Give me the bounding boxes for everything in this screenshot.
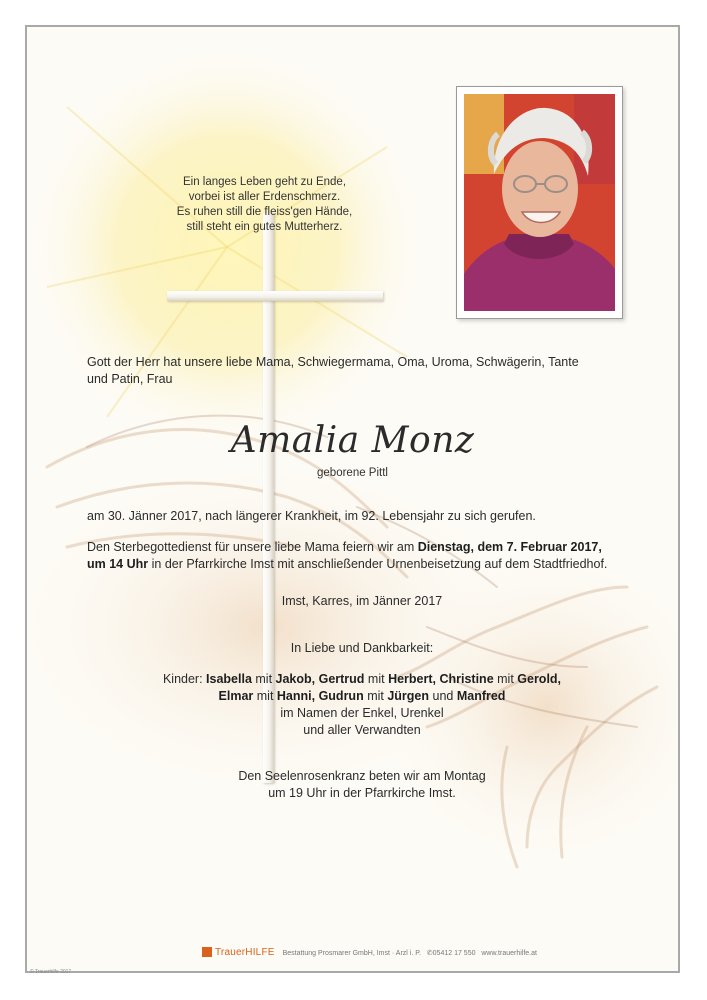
family-line	[87, 671, 637, 688]
maiden-name: geborene Pittl	[317, 467, 388, 479]
family-name: Jakob, Gertrud	[275, 672, 365, 686]
family-text: mit	[251, 672, 276, 686]
family-name: Hanni, Gudrun	[276, 689, 364, 703]
funeral-text: in der Pfarrkirche Imst mit anschließender Urnenbeisetzung auf dem Stadtfriedhof.	[148, 557, 608, 571]
family-text: mit	[493, 672, 518, 686]
family-list	[87, 671, 637, 739]
death-announcement: am 30. Jänner 2017, nach längerer Krankheit, im 92. Lebensjahr zu sich gerufen.	[87, 509, 536, 523]
intro-line: Gott der Herr hat unsere liebe Mama, Schwiegermama, Oma, Uroma, Schwägerin, Tante	[87, 355, 579, 369]
funeral-text: Den Sterbegottedienst für unsere liebe Mama feiern wir am	[87, 540, 418, 554]
portrait-frame	[456, 86, 623, 319]
intro-line: und Patin, Frau	[87, 372, 173, 386]
trauerhilfe-logo-icon	[202, 947, 212, 957]
funeral-details	[87, 539, 637, 573]
rosary-notice	[87, 768, 637, 802]
poem-line: still steht ein gutes Mutterherz.	[186, 221, 343, 233]
footer	[202, 947, 642, 961]
family-line: und aller Verwandten	[303, 723, 421, 737]
family-name: Herbert, Christine	[388, 672, 494, 686]
family-name: Elmar	[218, 689, 254, 703]
funeral-time: um 14 Uhr	[87, 557, 149, 571]
family-name: Manfred	[456, 689, 506, 703]
intro-text	[87, 354, 637, 388]
poem	[147, 175, 382, 235]
family-line: im Namen der Enkel, Urenkel	[280, 706, 444, 720]
footer-web[interactable]: www.trauerhilfe.at	[481, 950, 537, 957]
family-text: Kinder:	[162, 672, 207, 686]
footer-company: Bestattung Prosmarer GmbH, Imst · Arzl i. P.	[282, 950, 421, 957]
family-name: Isabella	[206, 672, 252, 686]
footer-phone: 05412 17 550	[432, 950, 476, 957]
family-name: Jürgen	[387, 689, 430, 703]
deceased-name: Amalia Monz	[230, 420, 475, 461]
footer-logo-text: TrauerHILFE	[215, 947, 275, 958]
place-date: Imst, Karres, im Jänner 2017	[281, 594, 443, 608]
phone-icon: ✆	[426, 950, 433, 957]
rosary-line: um 19 Uhr in der Pfarrkirche Imst.	[268, 786, 456, 800]
portrait-photo	[464, 94, 615, 311]
family-text: mit	[364, 672, 389, 686]
family-line	[87, 688, 637, 705]
family-text: mit	[363, 689, 388, 703]
poem-line: Ein langes Leben geht zu Ende,	[182, 176, 347, 188]
family-text: mit	[253, 689, 277, 703]
gratitude-line: In Liebe und Dankbarkeit:	[290, 641, 434, 655]
poem-line: Es ruhen still die fleiss'gen Hände,	[176, 206, 353, 218]
copyright-note: © Trauerhilfe 2017	[30, 969, 72, 975]
family-text: und	[429, 689, 457, 703]
family-name: Gerold,	[517, 672, 562, 686]
rosary-line: Den Seelenrosenkranz beten wir am Montag	[238, 769, 486, 783]
funeral-date: Dienstag, dem 7. Februar 2017,	[417, 540, 602, 554]
parte-card	[25, 25, 680, 973]
poem-line: vorbei ist aller Erdenschmerz.	[188, 191, 341, 203]
cross-horizontal-beam	[167, 291, 383, 301]
